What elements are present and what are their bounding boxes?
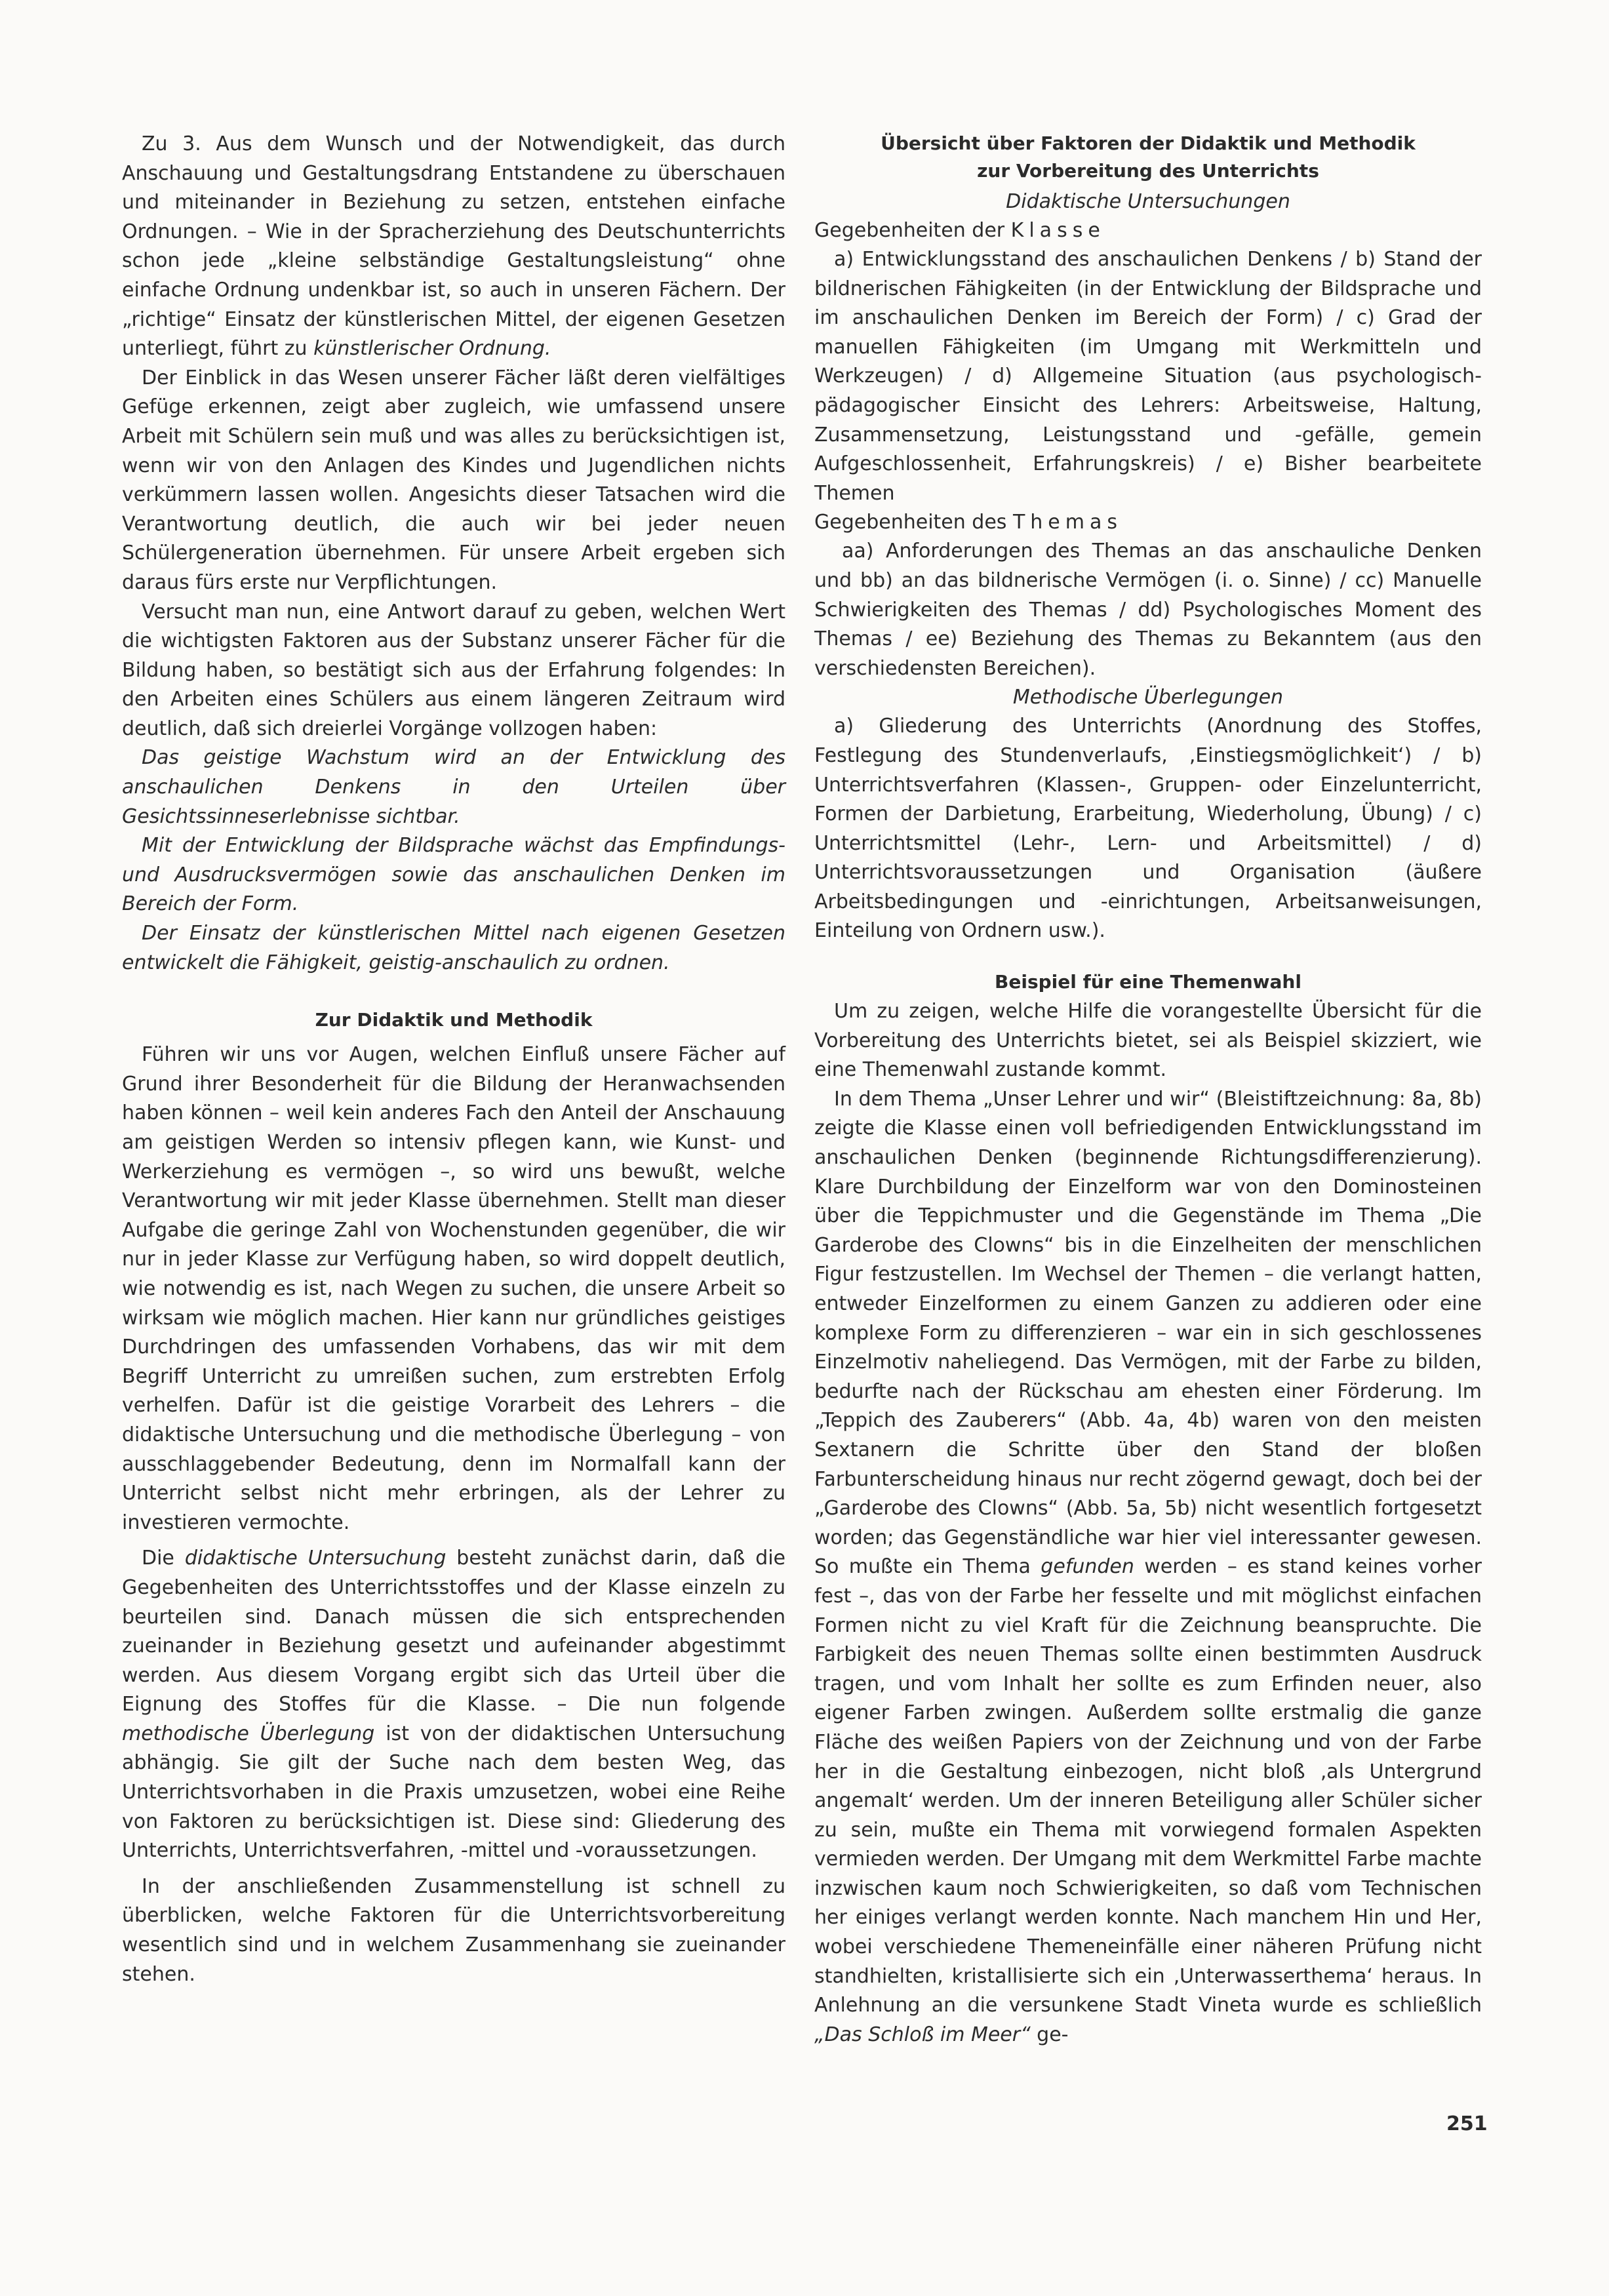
paragraph: Der Einblick in das Wesen unserer Fächer läßt deren vielfältiges Gefüge erkennen, zeigt aber zugleich, wie umfassend unsere Arbeit mit Schülern sein muß und was alles zu berücksichtigen ist, wenn wir von den Anlagen des Kindes und Jugendlichen nichts verkümmern lassen wollen. Angesichts dieser Tatsachen wird die Verantwortung deutlich, die auch wir bei jeder neuen Schülergeneration übernehmen. Für unsere Arbeit ergeben sich daraus fürs erste nur Verpflichtungen. <box>122 366 785 594</box>
left-column <box>122 130 785 1989</box>
emphasis: didaktische Untersuchung <box>184 1547 447 1570</box>
overview-heading-line-2: zur Vorbereitung des Unterrichts <box>977 160 1319 182</box>
section-heading: Beispiel für eine Themenwahl <box>995 971 1301 993</box>
paragraph <box>122 130 785 364</box>
method-factors: a) Gliederung des Unterrichts (Anordnung des Stoffes, Festlegung des Stundenverlaufs, ‚Einstiegsmöglichkeit‘) / b) Unterrichtsverfahren (Klassen-, Gruppen- oder Einzelunterricht, Formen der Darbietung, Erarbeitung, Wiederholung, Übung) / c) Unterrichtsmittel (Lehr-, Lern- und Arbeitsmittel) / d) Unterrichtsvoraussetzungen und Organisation (äußere Arbeitsbedingungen und -einrichtungen, Arbeitsanweisungen, Einteilung von Ordnern usw.). <box>814 715 1482 943</box>
italic-statement-3: Der Einsatz der künstlerischen Mittel nach eigenen Gesetzen entwickelt die Fähigkeit, geistig-anschaulich zu ordnen. <box>122 922 785 974</box>
paragraph: In der anschließenden Zusammenstellung ist schnell zu überblicken, welche Faktoren für die Unterrichtsvorbereitung wesentlich sind und in welchem Zusammenhang sie zueinander stehen. <box>122 1874 785 1986</box>
emphasis: gefunden <box>1041 1555 1134 1579</box>
paragraph: Versucht man nun, eine Antwort darauf zu geben, welchen Wert die wichtigsten Faktoren aus der Substanz unserer Fächer für die Bildung haben, so bestätigt sich aus der Erfahrung folgendes: In den Arbeiten eines Schülers aus einem längeren Zeitraum wird deutlich, daß sich dreierlei Vorgänge vollzogen haben: <box>122 600 785 740</box>
class-factors: a) Entwicklungsstand des anschaulichen Denkens / b) Stand der bildnerischen Fähigkeiten (in der Entwicklung der Bildsprache und im anschaulichen Denken im Bereich der Form) / c) Grad der manuellen Fähigkeiten (im Umgang mit Werkmitteln und Werkzeugen) / d) Allgemeine Situation (aus psychologisch-pädagogischer Einsicht des Lehrers: Arbeitsweise, Haltung, Zusammensetzung, Leistungsstand und -gefälle, gemein Aufgeschlossenheit, Erfahrungskreis) / e) Bisher bearbeitete Themen <box>814 248 1482 505</box>
emphasis: „Das Schloß im Meer“ <box>814 2023 1031 2046</box>
overview-heading-line-1: Übersicht über Faktoren der Didaktik und Methodik <box>881 132 1416 154</box>
subheading-didactic: Didaktische Untersuchungen <box>1006 190 1290 213</box>
theme-factors: aa) Anforderungen des Themas an das anschauliche Denken und bb) an das bildnerische Vermögen (i. o. Sinne) / cc) Manuelle Schwierigkeiten des Themas / dd) Psychologisches Moment des Themas / ee) Beziehung des Themas zu Bekanntem (aus den verschiedensten Bereichen). <box>814 540 1482 680</box>
emphasis: methodische Überlegung <box>122 1722 375 1745</box>
right-column <box>814 130 1482 2049</box>
paragraph: In dem Thema „Unser Lehrer und wir“ (Bleistiftzeichnung: 8a, 8b) zeigte die Klasse einen voll befriedigenden Entwicklungsstand im anschaulichen Denken (beginnende Richtungsdifferenzierung). Klare Durchbildung der Einzelform war von den Dominosteinen über die Teppichmuster und die Gegenstände im Thema „Die Garderobe des Clowns“ bis in die Einzelheiten der menschlichen Figur festzustellen. Im Wechsel der Themen – die verlangt hatten, entweder Einzelformen zu einem Ganzen zu addieren oder eine komplexe Form zu differenzieren – war ein in sich geschlossenes Einzelmotiv naheliegend. Das Vermögen, mit der Farbe zu bilden, bedurfte nach der Rückschau am ehesten einer Förderung. Im „Teppich des Zauberers“ (Abb. 4a, 4b) waren von den meisten Sextanern die Schritte über den Stand der bloßen Farbunterscheidung hinaus nur recht zögernd gewagt, doch bei der „Garderobe des Clowns“ (Abb. 5a, 5b) nicht wesentlich fortgesetzt worden; das Gegenständliche war hier viel interessanter gewesen. So mußte ein Thema gefunden werden – es stand keines vorher fest –, das von der Farbe her fesselte und mit möglichst einfachen Formen nicht zu viel Kraft für die Zeichnung beanspruchte. Die Farbigkeit des neuen Themas sollte einen bestimmten Ausdruck tragen, und vom Inhalt her sollte es zum Erfinden neuer, also eigener Farben zwingen. Außerdem sollte erstmalig die ganze Fläche des weißen Papiers von der Zeichnung und von der Farbe her in die Gestaltung einbezogen, nicht bloß ‚als Untergrund angemalt‘ werden. Um der inneren Beteiligung aller Schüler sicher zu sein, mußte ein Thema mit vorwiegend formalen Aspekten vermieden werden. Der Umgang mit dem Werkmittel Farbe machte inzwischen kaum noch Schwierigkeiten, so daß vom Technischen her einiges verlangt werden konnte. Nach manchem Hin und Her, wobei verschiedene Themeneinfälle einer näheren Prüfung nicht standhielten, kristallisierte sich ein ‚Unterwasserthema‘ heraus. In Anlehnung an die versunkene Stadt Vineta wurde es schließlich „Das Schloß im Meer“ ge- <box>814 1087 1482 2046</box>
text: Zu 3. Aus dem Wunsch und der Notwendigkeit, das durch Anschauung und Gestaltungsdrang Entstandene zu überschauen und miteinander in Beziehung zu setzen, entstehen einfache Ordnungen. – Wie in der Spracherziehung des Deutschunterrichts schon jede „kleine selbständige Gestaltungsleistung“ ohne einfache Ordnung undenkbar ist, so auch in unseren Fächern. Der „richtige“ Einsatz der künstlerischen Mittel, der eigenen Gesetzen unterliegt, führt zu <box>122 132 785 361</box>
paragraph: Führen wir uns vor Augen, welchen Einfluß unsere Fächer auf Grund ihrer Besonderheit für die Bildung der Heranwachsenden haben können – weil kein anderes Fach den Anteil der Anschauung am geistigen Werden so intensiv pflegen kann, wie Kunst- und Werkerziehung es vermögen –, so wird uns bewußt, welche Verantwortung wir mit jeder Klasse übernehmen. Stellt man dieser Aufgabe die geringe Zahl von Wochenstunden gegenüber, die wir nur in jeder Klasse zur Verfügung haben, so wird doppelt deutlich, wie notwendig es ist, nach Wegen zu suchen, die unsere Arbeit so wirksam wie möglich machen. Hier kann nur gründliches geistiges Durchdringen des umfassenden Vorhabens, das wir mit dem Begriff Unterricht zu umreißen suchen, zum erstrebten Erfolg verhelfen. Dafür ist die geistige Vorarbeit des Lehrers – die didaktische Untersuchung und die methodische Überlegung – von ausschlaggebender Bedeutung, denn im Normalfall kann der Unterricht selbst nicht mehr erbringen, als der Lehrer zu investieren vermochte. <box>122 1043 785 1534</box>
emphasis: künstlerischer Ordnung. <box>313 337 551 361</box>
subheading-methodical: Methodische Überlegungen <box>1012 686 1284 709</box>
page-number: 251 <box>1446 2112 1488 2135</box>
italic-statement-1: Das geistige Wachstum wird an der Entwicklung des anschaulichen Denkens in den Urteilen über Gesichtssinneserlebnisse sichtbar. <box>122 746 785 828</box>
section-heading: Zur Didaktik und Methodik <box>315 1009 593 1031</box>
paragraph: Um zu zeigen, welche Hilfe die vorangestellte Übersicht für die Vorbereitung des Unterrichts bietet, sei als Beispiel skizziert, wie eine Themenwahl zustande kommt. <box>814 1000 1482 1082</box>
label-theme: Gegebenheiten des Themas <box>814 511 1123 534</box>
italic-statement-2: Mit der Entwicklung der Bildsprache wächst das Empfindungs- und Ausdrucksvermögen sowie das anschaulichen Denken im Bereich der Form. <box>122 834 785 916</box>
label-class: Gegebenheiten der Klasse <box>814 219 1105 242</box>
paragraph: Die didaktische Untersuchung besteht zunächst darin, daß die Gegebenheiten des Unterrichtsstoffes und der Klasse einzeln zu beurteilen sind. Danach müssen die sich entsprechenden zueinander in Beziehung gesetzt und aufeinander abgestimmt werden. Aus diesem Vorgang ergibt sich das Urteil über die Eignung des Stoffes für die Klasse. – Die nun folgende methodische Überlegung ist von der didaktischen Untersuchung abhängig. Sie gilt der Suche nach dem besten Weg, das Unterrichtsvorhaben in die Praxis umzusetzen, wobei eine Reihe von Faktoren zu berücksichtigen ist. Diese sind: Gliederung des Unterrichts, Unterrichtsverfahren, -mittel und -voraussetzungen. <box>122 1547 785 1863</box>
